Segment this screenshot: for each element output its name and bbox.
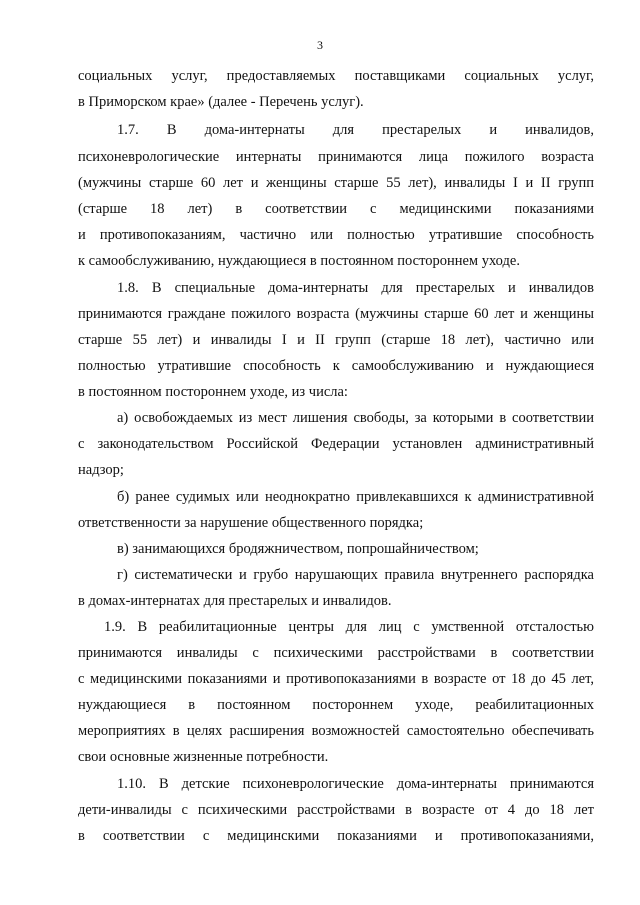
text-line: с медицинскими показаниями и противопоказаниями в возрасте от 18 до 45 лет, [78,671,594,687]
paragraph-1-8: 1.8. В специальные дома-интернаты для престарелых и инвалидов [117,280,594,296]
paragraph-1-7: 1.7. В дома-интернаты для престарелых и инвалидов, [117,122,594,138]
text-line: (старше 18 лет) в соответствии с медицинскими показаниями [78,201,594,217]
text-line: принимаются инвалиды с психическими расстройствами в соответствии [78,645,594,661]
page-number: 3 [317,38,323,52]
text-line: психоневрологические интернаты принимаются лица пожилого возраста [78,149,594,165]
text-line: социальных услуг, предоставляемых поставщиками социальных услуг, [78,68,594,84]
list-item-a: а) освобождаемых из мест лишения свободы, за которыми в соответствии [117,410,594,426]
text-line: в соответствии с медицинскими показаниями и противопоказаниями, [78,828,594,844]
text-line: нуждающиеся в постоянном постороннем уходе, реабилитационных [78,697,594,713]
text-line: с законодательством Российской Федерации установлен административный [78,436,594,452]
text-line: в Приморском крае» (далее - Перечень услуг). [78,94,364,110]
paragraph-1-10: 1.10. В детские психоневрологические дома-интернаты принимаются [117,776,594,792]
paragraph-1-9: 1.9. В реабилитационные центры для лиц с умственной отсталостью [104,619,594,635]
text-line: старше 55 лет) и инвалиды I и II групп (старше 18 лет), частично или [78,332,594,348]
text-line: полностью утратившие способность к самообслуживанию и нуждающиеся [78,358,594,374]
text-line: надзор; [78,462,124,478]
list-item-b: б) ранее судимых или неоднократно привлекавшихся к административной [117,489,594,505]
text-line: принимаются граждане пожилого возраста (мужчины старше 60 лет и женщины [78,306,594,322]
text-line: ответственности за нарушение общественного порядка; [78,515,424,531]
text-line: дети-инвалиды с психическими расстройствами в возрасте от 4 до 18 лет [78,802,594,818]
text-line: (мужчины старше 60 лет и женщины старше 55 лет), инвалиды I и II групп [78,175,594,191]
list-item-v: в) занимающихся бродяжничеством, попрошайничеством; [117,541,479,557]
text-line: в домах-интернатах для престарелых и инвалидов. [78,593,392,609]
text-line: мероприятиях в целях расширения возможностей самостоятельно обеспечивать [78,723,594,739]
text-line: и противопоказаниям, частично или полностью утратившие способность [78,227,594,243]
text-line: свои основные жизненные потребности. [78,749,329,765]
text-line: к самообслуживанию, нуждающиеся в постоянном постороннем уходе. [78,253,520,269]
text-line: в постоянном постороннем уходе, из числа: [78,384,348,400]
list-item-g: г) систематически и грубо нарушающих правила внутреннего распорядка [117,567,594,583]
